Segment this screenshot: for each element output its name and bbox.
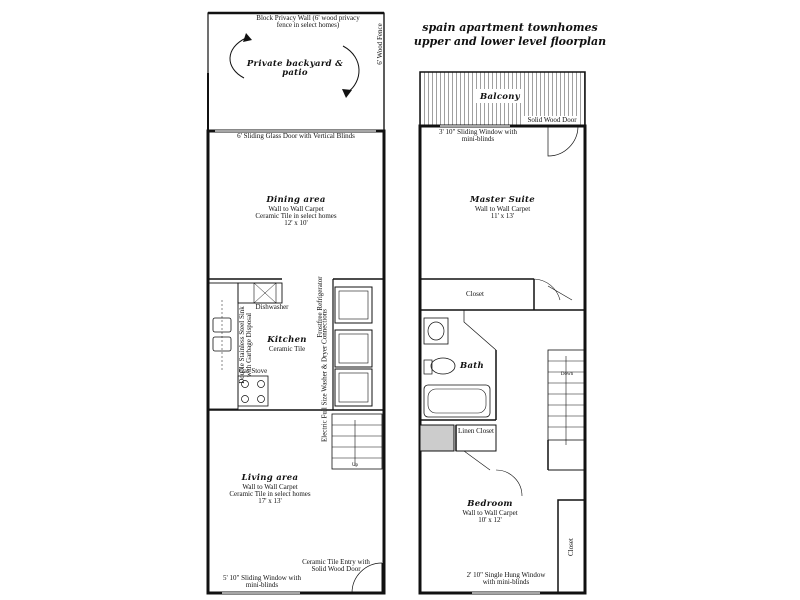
- solid-wood-door-label: Solid Wood Door: [527, 116, 577, 124]
- bathtub: [424, 385, 490, 417]
- master-closet-label: Closet: [466, 290, 484, 298]
- master-suite-finish: Wall to Wall Carpet: [474, 205, 531, 213]
- master-window-label: 3' 10" Sliding Window with mini-blinds: [439, 128, 517, 144]
- dryer: [335, 369, 372, 406]
- privacy-wall-label: Block Privacy Wall (6' wood privacy fence in select homes): [256, 14, 360, 30]
- lower-level-plan: [208, 13, 384, 594]
- master-suite-name: Master Suite: [470, 195, 535, 205]
- dining-area-tile: Ceramic Tile in select homes: [255, 212, 337, 220]
- kitchen-finish: Ceramic Tile: [268, 345, 306, 353]
- dishwasher-label: Dishwasher: [255, 303, 289, 311]
- dining-area-finish: Wall to Wall Carpet: [268, 205, 324, 213]
- dining-area-name: Dining area: [266, 195, 326, 205]
- bedroom-window-label: 2' 10" Single Hung Window with mini-blinds: [466, 571, 546, 587]
- plan-subtitle: upper and lower level floorplan: [413, 35, 607, 48]
- bedroom-size: 10' x 12': [478, 516, 502, 524]
- refrigerator: [335, 287, 372, 323]
- balcony-door-swing: [548, 126, 578, 156]
- balcony-label: Balcony: [480, 92, 520, 102]
- linen-closet: [420, 425, 454, 451]
- master-suite-size: 11' x 13': [490, 212, 515, 220]
- dining-area-size: 12' x 10': [284, 219, 308, 227]
- stairs-up-label: Up: [351, 463, 359, 468]
- living-area-tile: Ceramic Tile in select homes: [229, 490, 311, 498]
- linen-closet-label: Linen Closet: [458, 427, 494, 435]
- sliding-glass-door-label: 6' Sliding Glass Door with Vertical Blinds: [237, 132, 355, 140]
- refrigerator-label: Frostfree Refrigerator: [316, 276, 324, 338]
- bedroom-finish: Wall to Wall Carpet: [462, 509, 518, 517]
- kitchen-name: Kitchen: [267, 335, 307, 345]
- entry-label: Ceramic Tile Entry with Solid Wood Door: [302, 558, 370, 574]
- backyard-label: Private backyard & patio: [246, 59, 344, 78]
- plan-title: spain apartment townhomes: [422, 21, 598, 34]
- stairs-down-label: Down: [560, 372, 574, 377]
- living-area-name: Living area: [241, 473, 299, 483]
- kitchen-counter: [208, 283, 238, 409]
- sink-label: Double Stainless Steel Sink with Garbage Disposal: [238, 306, 253, 384]
- bedroom-name: Bedroom: [467, 499, 513, 509]
- bath-label: Bath: [460, 361, 484, 371]
- bedroom-closet-label: Closet: [567, 538, 575, 556]
- washer: [335, 330, 372, 367]
- wood-fence-label: 6' Wood Fence: [376, 23, 384, 65]
- gas-stove-label: Gas Stove: [238, 367, 268, 375]
- washer-dryer-label: Electric Full Size Washer & Dryer Connections: [320, 308, 329, 443]
- stairs-up: [332, 414, 382, 469]
- living-area-size: 17' x 13': [258, 497, 282, 505]
- living-area-finish: Wall to Wall Carpet: [242, 483, 298, 491]
- living-window-label: 5' 10" Sliding Window with mini-blinds: [223, 574, 301, 590]
